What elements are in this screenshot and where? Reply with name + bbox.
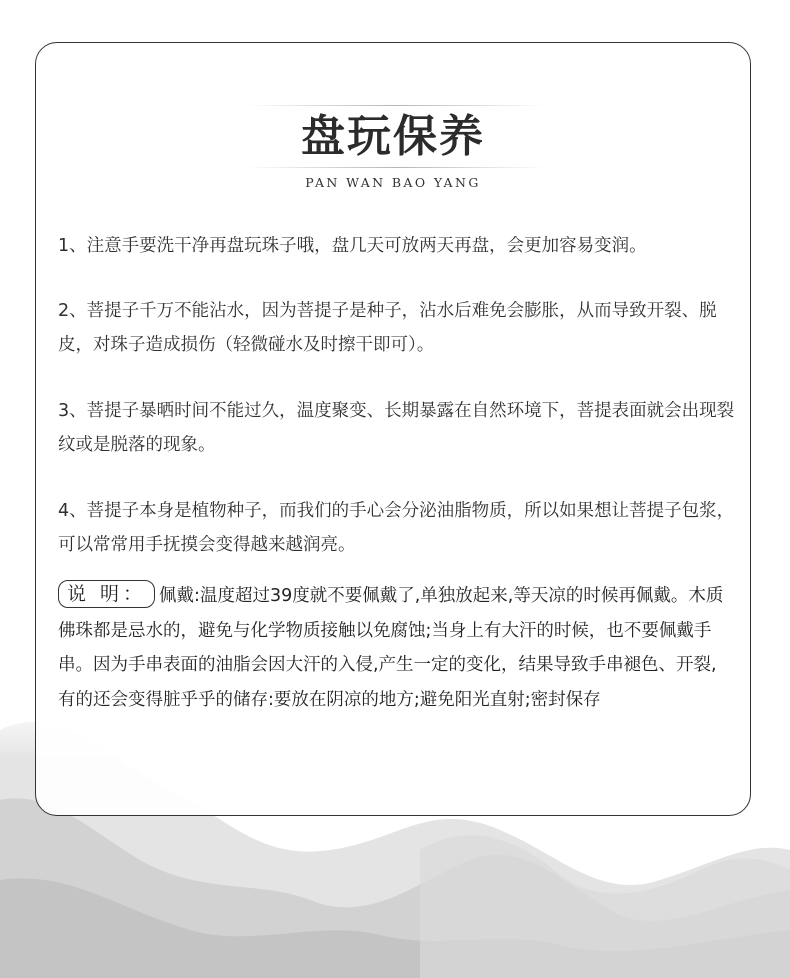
title-block (36, 105, 750, 175)
title-divider-top (246, 105, 546, 106)
page-subtitle: PAN WAN BAO YANG (305, 175, 481, 190)
care-tip-item: 2、菩提子千万不能沾水，因为菩提子是种子，沾水后难免会膨胀，从而导致开裂、脱皮，对珠子造成损伤（轻微碰水及时擦干即可）。 (58, 301, 717, 355)
note-label: 说 明： (58, 580, 155, 608)
note-text: 佩戴:温度超过39度就不要佩戴了,单独放起来,等天凉的时候再佩戴。木质佛珠都是忌水的，避免与化学物质接触以免腐蚀;当身上有大汗的时候，也不要佩戴手串。因为手串表面的油脂会因大汗的入侵,产生一定的变化，结果导致手串褪色、开裂,有的还会变得脏乎乎的储存:要放在阴凉的地方;避免阳光直射;密封保存 (58, 586, 724, 710)
content-card (35, 42, 751, 816)
title-divider-bottom (246, 167, 546, 168)
note-block (58, 579, 728, 717)
care-tip-item: 4、菩提子本身是植物种子，而我们的手心会分泌油脂物质，所以如果想让菩提子包浆，可以常常用手抚摸会变得越来越润亮。 (58, 501, 735, 555)
care-tip-item: 1、注意手要洗干净再盘玩珠子哦，盘几天可放两天再盘，会更加容易变润。 (58, 236, 647, 256)
page-title: 盘玩保养 (301, 111, 485, 162)
care-tip-item: 3、菩提子暴晒时间不能过久，温度聚变、长期暴露在自然环境下，菩提表面就会出现裂纹或是脱落的现象。 (58, 401, 735, 455)
